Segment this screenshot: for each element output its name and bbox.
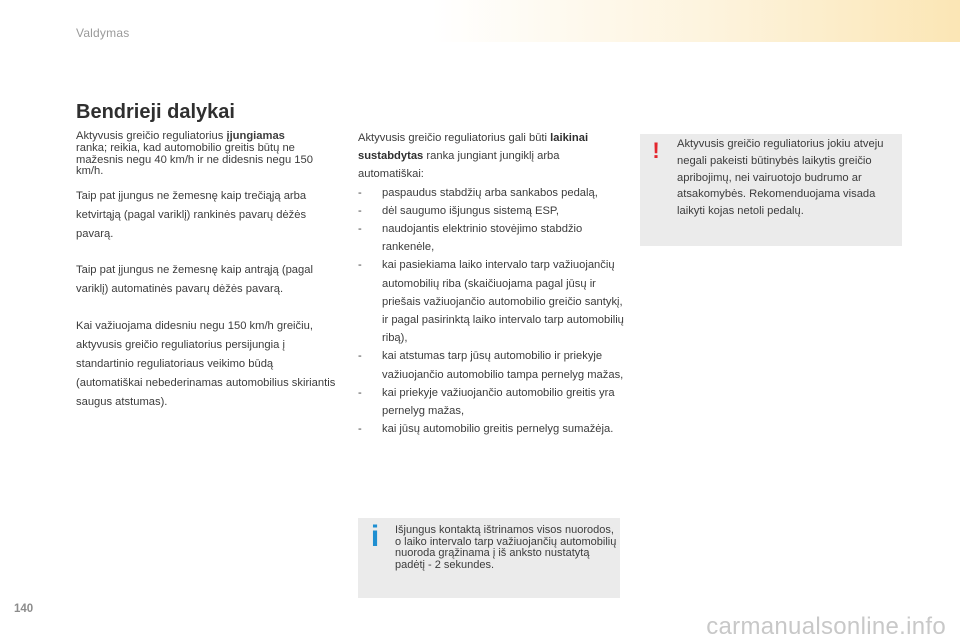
paragraph-automatic-gearbox: Taip pat įjungus ne žemesnę kaip antrąją (pagal variklį) automatinės pavarų dėžės pavarą. [76,264,313,296]
list-item: - kai atstumas tarp jūsų automobilio ir priekyje važiuojančio automobilio tampa pernelyg mažas, [358,350,624,381]
paragraph-suspension-intro [358,129,624,184]
bold-term: laikinai sustabdytas [358,132,589,163]
list-item: - dėl saugumo išjungus sistemą ESP, [358,204,560,217]
header-band [0,0,960,42]
bold-term: įjungiamas [226,130,285,142]
info-text: Išjungus kontaktą ištrinamos visos nuorodos, o laiko intervalo tarp važiuojančių automobilių nuoroda grąžinama į iš anksto nustatytą padėtį - 2 sekundes. [395,524,617,571]
paragraph-text: ranka jungiant jungiklį arba automatiškai: [358,150,560,181]
info-box [358,518,620,598]
watermark: carmanualsonline.info [706,613,946,640]
left-column [76,131,338,412]
list-item: - kai priekyje važiuojančio automobilio greitis yra pernelyg mažas, [358,386,615,418]
warning-box [640,134,902,246]
warning-icon: ! [652,138,660,163]
paragraph-text: ranka; reikia, kad automobilio greitis būtų ne mažesnis negu 40 km/h ir ne didesnis negu 150 km/h. [76,141,313,178]
page-number: 140 [14,603,34,615]
section-label: Valdymas [76,26,130,40]
list-item: - kai jūsų automobilio greitis pernelyg sumažėja. [358,423,614,436]
info-icon: i [370,520,380,553]
warning-text: Aktyvusis greičio reguliatorius jokiu atveju negali pakeisti būtinybės laikytis greičio apribojimų, nei vairuotojo budrumo ar atsakomybės. Rekomenduojama visada laikyti kojas netoli pedalų. [677,138,884,218]
list-item: - kai pasiekiama laiko intervalo tarp važiuojančių automobilių riba (skaičiuojama pagal jūsų ir priešais važiuojančio automobilio greičio santykį, ir pagal pasirinktą laiko intervalo tarp automobilių ribą), [358,259,624,345]
list-item: - naudojantis elektrinio stovėjimo stabdžio rankenėle, [358,223,583,254]
middle-column [358,129,624,438]
suspension-list [358,184,624,439]
paragraph-manual-gearbox: Taip pat įjungus ne žemesnę kaip trečiąją arba ketvirtąją (pagal variklį) rankinės pavarų dėžės pavarą. [76,190,307,241]
paragraph-text: Aktyvusis greičio reguliatorius [76,130,227,142]
list-item: - paspaudus stabdžių arba sankabos pedalą, [358,186,598,199]
paragraph-text: Aktyvusis greičio reguliatorius gali būti [358,132,551,144]
paragraph-activation [76,131,338,178]
paragraph-speed-limit: Kai važiuojama didesniu negu 150 km/h greičiu, aktyvusis greičio reguliatorius persijungia į standartinio reguliatoriaus veikimo būdą (automatiškai nebederinamas automobilius skiriantis saugus atstumas). [76,320,336,409]
page-title: Bendrieji dalykai [76,101,235,123]
